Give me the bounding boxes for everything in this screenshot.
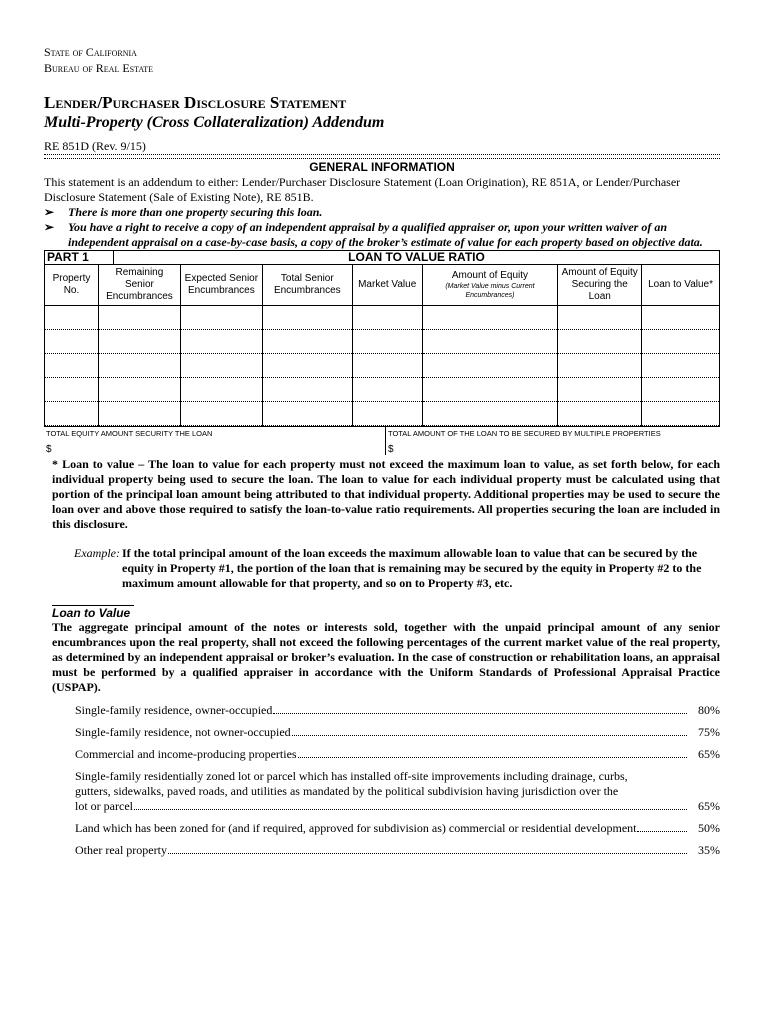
- table-row[interactable]: [45, 306, 720, 330]
- table-row[interactable]: [45, 402, 720, 426]
- col-loan-to-value: Loan to Value*: [642, 265, 720, 306]
- bullet-multiple-properties: [44, 205, 720, 220]
- rate-percent: 80%: [698, 703, 720, 717]
- col-total-senior: Total Senior Encumbrances: [262, 265, 352, 306]
- table-cell[interactable]: [352, 378, 422, 402]
- dot-leader: [298, 757, 687, 758]
- rate-percent: 50%: [698, 821, 720, 835]
- form-page: [44, 44, 720, 865]
- ltv-footnote: * Loan to value – The loan to value for each property must not exceed the maximum loan to value, as set forth below, for each individual property being used to secure the loan. The loan to value for each individual property must be calculated using that portion of the principal loan amount being attributed to that individual property. Additional properties may be used to secure the loan over and above those required to satisfy the loan-to-value ratio requirements. All properties securing the loan are included in this disclosure.: [52, 457, 720, 531]
- col-expected-senior: Expected Senior Encumbrances: [180, 265, 262, 306]
- table-cell[interactable]: [352, 306, 422, 330]
- loan-to-value-paragraph: The aggregate principal amount of the notes or interests sold, together with the unpaid principal amount of any senior encumbrances upon the real property, shall not exceed the following percentages of the current market value of the real property, as determined by an independent appraisal or broker’s evaluation. In the case of construction or rehabilitation loans, an appraisal must be performed by a qualified appraiser in accordance with the Uniform Standards of Professional Appraisal Practice (USPAP).: [52, 620, 720, 694]
- col-remaining-senior: Remaining Senior Encumbrances: [98, 265, 180, 306]
- example-text: If the total principal amount of the loan exceeds the maximum allowable loan to value that can be secured by the equity in Property #1, the portion of the loan that is remaining may be secured by the equity in Property #2 to the maximum amount allowable for that property, and so on to Property #3, etc.: [122, 546, 702, 590]
- form-title: Lender/Purchaser Disclosure Statement: [44, 93, 347, 112]
- table-cell[interactable]: [642, 306, 720, 330]
- dot-leader: [273, 713, 687, 714]
- amount-equity-label: Amount of Equity: [451, 270, 529, 281]
- table-row[interactable]: [45, 354, 720, 378]
- list-item: [75, 747, 720, 762]
- table-cell[interactable]: [45, 354, 99, 378]
- dot-leader: [637, 831, 687, 832]
- table-cell[interactable]: [45, 306, 99, 330]
- table-cell[interactable]: [180, 330, 262, 354]
- part-label: PART 1: [44, 250, 113, 265]
- list-item: [75, 703, 720, 718]
- total-loan-cell[interactable]: [386, 427, 720, 455]
- table-cell[interactable]: [422, 378, 558, 402]
- rate-label-line: Single-family residentially zoned lot or parcel which has installed off-site improvements including drainage, curbs,: [75, 769, 628, 783]
- rate-percent: 65%: [698, 747, 720, 761]
- dot-leader: [292, 735, 687, 736]
- table-cell[interactable]: [45, 402, 99, 426]
- table-cell[interactable]: [558, 354, 642, 378]
- table-cell[interactable]: [558, 378, 642, 402]
- rate-percent: 65%: [698, 799, 720, 813]
- rate-label: Other real property: [75, 843, 167, 857]
- table-row[interactable]: [45, 378, 720, 402]
- col-amount-equity: [422, 265, 558, 306]
- agency-line-state: State of California: [44, 45, 137, 59]
- bullet-text: You have a right to receive a copy of an independent appraisal by a qualified appraiser or, upon your written waiver of an independent appraisal on a case-by-case basis, a copy of the broker’s estimate of value for each property based on objective data.: [68, 220, 703, 249]
- table-cell[interactable]: [422, 402, 558, 426]
- ltv-table: [44, 265, 720, 426]
- table-cell[interactable]: [422, 306, 558, 330]
- loan-to-value-heading: Loan to Value: [52, 605, 134, 620]
- table-cell[interactable]: [98, 402, 180, 426]
- rate-line: [75, 799, 720, 814]
- rate-label: Commercial and income-producing properties: [75, 747, 297, 761]
- bullet-text: There is more than one property securing this loan.: [68, 205, 323, 219]
- table-cell[interactable]: [642, 354, 720, 378]
- table-cell[interactable]: [180, 402, 262, 426]
- table-cell[interactable]: [262, 306, 352, 330]
- list-item: [75, 821, 720, 836]
- ltv-rate-list: [44, 703, 720, 858]
- rate-percent: 75%: [698, 725, 720, 739]
- table-cell[interactable]: [352, 354, 422, 378]
- table-cell[interactable]: [642, 402, 720, 426]
- table-cell[interactable]: [352, 402, 422, 426]
- bullet-appraisal-right: [44, 220, 720, 250]
- form-number: RE 851D (Rev. 9/15): [44, 139, 146, 153]
- table-cell[interactable]: [45, 330, 99, 354]
- table-cell[interactable]: [642, 378, 720, 402]
- ltv-heading: LOAN TO VALUE RATIO: [113, 250, 720, 265]
- arrow-bullet-icon: ➢: [44, 220, 55, 234]
- rate-label: Land which has been zoned for (and if required, approved for subdivision as) commercial or residential development: [75, 821, 637, 835]
- table-cell[interactable]: [352, 330, 422, 354]
- dot-leader: [134, 809, 687, 810]
- table-cell[interactable]: [262, 402, 352, 426]
- table-cell[interactable]: [558, 402, 642, 426]
- total-equity-label: TOTAL EQUITY AMOUNT SECURITY THE LOAN: [46, 429, 213, 438]
- agency-line-bureau: Bureau of Real Estate: [44, 61, 154, 75]
- table-cell[interactable]: [642, 330, 720, 354]
- col-equity-securing: Amount of Equity Securing the Loan: [558, 265, 642, 306]
- table-cell[interactable]: [262, 354, 352, 378]
- rate-percent: 35%: [698, 843, 720, 857]
- total-equity-value[interactable]: $: [46, 444, 52, 455]
- table-cell[interactable]: [98, 306, 180, 330]
- table-cell[interactable]: [558, 330, 642, 354]
- table-cell[interactable]: [45, 378, 99, 402]
- table-cell[interactable]: [98, 354, 180, 378]
- table-cell[interactable]: [180, 306, 262, 330]
- intro-paragraph: This statement is an addendum to either: Lender/Purchaser Disclosure Statement (Loan Origination), RE 851A, or Lender/Purchaser Disclosure Statement (Sale of Existing Note), RE 851B.: [44, 175, 681, 204]
- dot-leader: [168, 853, 687, 854]
- table-cell[interactable]: [422, 330, 558, 354]
- col-market-value: Market Value: [352, 265, 422, 306]
- list-item: [75, 843, 720, 858]
- general-information-heading: GENERAL INFORMATION: [309, 160, 455, 174]
- col-property-no: Property No.: [45, 265, 99, 306]
- rate-label: Single-family residence, not owner-occupied: [75, 725, 291, 739]
- total-loan-value[interactable]: $: [388, 444, 394, 455]
- example-label: Example:: [74, 546, 120, 560]
- table-cell[interactable]: [422, 354, 558, 378]
- table-cell[interactable]: [98, 378, 180, 402]
- total-loan-label: TOTAL AMOUNT OF THE LOAN TO BE SECURED BY MULTIPLE PROPERTIES: [388, 429, 661, 438]
- table-cell[interactable]: [180, 354, 262, 378]
- total-equity-cell[interactable]: [44, 427, 386, 455]
- example-block: [44, 546, 720, 591]
- totals-row: [44, 426, 720, 455]
- table-cell[interactable]: [98, 330, 180, 354]
- table-cell[interactable]: [180, 378, 262, 402]
- arrow-bullet-icon: ➢: [44, 205, 55, 219]
- rate-label: Single-family residence, owner-occupied: [75, 703, 273, 717]
- table-cell[interactable]: [262, 378, 352, 402]
- amount-equity-note: (Market Value minus Current Encumbrances): [445, 283, 535, 299]
- rate-label: lot or parcel: [75, 799, 133, 813]
- part1-header: [44, 250, 720, 265]
- table-cell[interactable]: [558, 306, 642, 330]
- table-cell[interactable]: [262, 330, 352, 354]
- table-row[interactable]: [45, 330, 720, 354]
- list-item: [75, 725, 720, 740]
- form-subtitle: Multi-Property (Cross Collateralization) Addendum: [44, 114, 385, 131]
- list-item: [75, 769, 720, 814]
- rate-label-line: gutters, sidewalks, paved roads, and utilities as mandated by the political subdivision having jurisdiction over the: [75, 784, 619, 798]
